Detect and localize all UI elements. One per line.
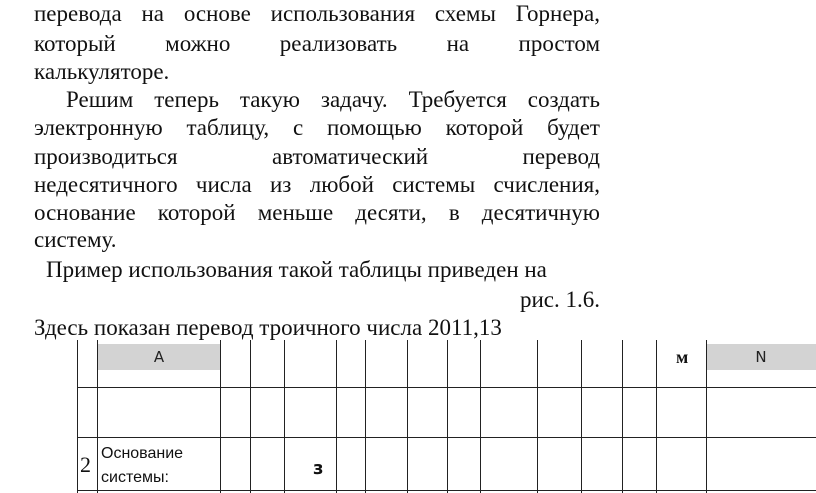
text-line-3: калькуляторе.: [34, 59, 170, 84]
text-line-5: электронную таблицу, с помощью которой будет: [34, 115, 600, 140]
column-divider: [447, 340, 448, 493]
column-divider: [365, 340, 366, 493]
text-line-2: который можно реализовать на простом: [34, 31, 600, 56]
column-divider: [581, 340, 582, 493]
column-letter-m: м: [676, 347, 689, 367]
cell-label-line-2[interactable]: системы:: [101, 469, 169, 486]
text-line-1: перевода на основе использования схемы Горнера,: [34, 1, 600, 26]
text-line-7: недесятичного числа из любой системы счисления,: [34, 172, 600, 197]
column-divider: [336, 340, 337, 493]
column-divider: [407, 340, 408, 493]
column-divider: [480, 340, 481, 493]
text-line-12: Здесь показан перевод троичного числа 2011,13: [34, 315, 502, 340]
column-divider: [622, 340, 623, 493]
column-divider: [656, 340, 657, 493]
cell-base-value[interactable]: з: [313, 458, 324, 479]
text-line-6: производиться автоматический перевод: [34, 144, 600, 169]
text-line-4: Решим теперь такую задачу. Требуется создать: [66, 87, 600, 112]
row-number: 2: [80, 452, 91, 477]
column-divider: [706, 340, 707, 493]
column-divider: [284, 340, 285, 493]
column-divider: [97, 340, 98, 493]
text-line-9: систему.: [34, 227, 117, 252]
column-divider: [77, 340, 78, 493]
column-divider: [250, 340, 251, 493]
text-line-8: основание которой меньше десяти, в десятичную: [34, 200, 600, 225]
column-letter-n: N: [755, 348, 767, 366]
column-letter-a: A: [153, 348, 165, 366]
text-line-11: рис. 1.6.: [519, 287, 600, 312]
cell-label-line-1[interactable]: Основание: [101, 445, 184, 462]
text-line-10: Пример использования такой таблицы приведен на: [46, 257, 547, 282]
column-divider: [220, 340, 221, 493]
column-divider: [537, 340, 538, 493]
